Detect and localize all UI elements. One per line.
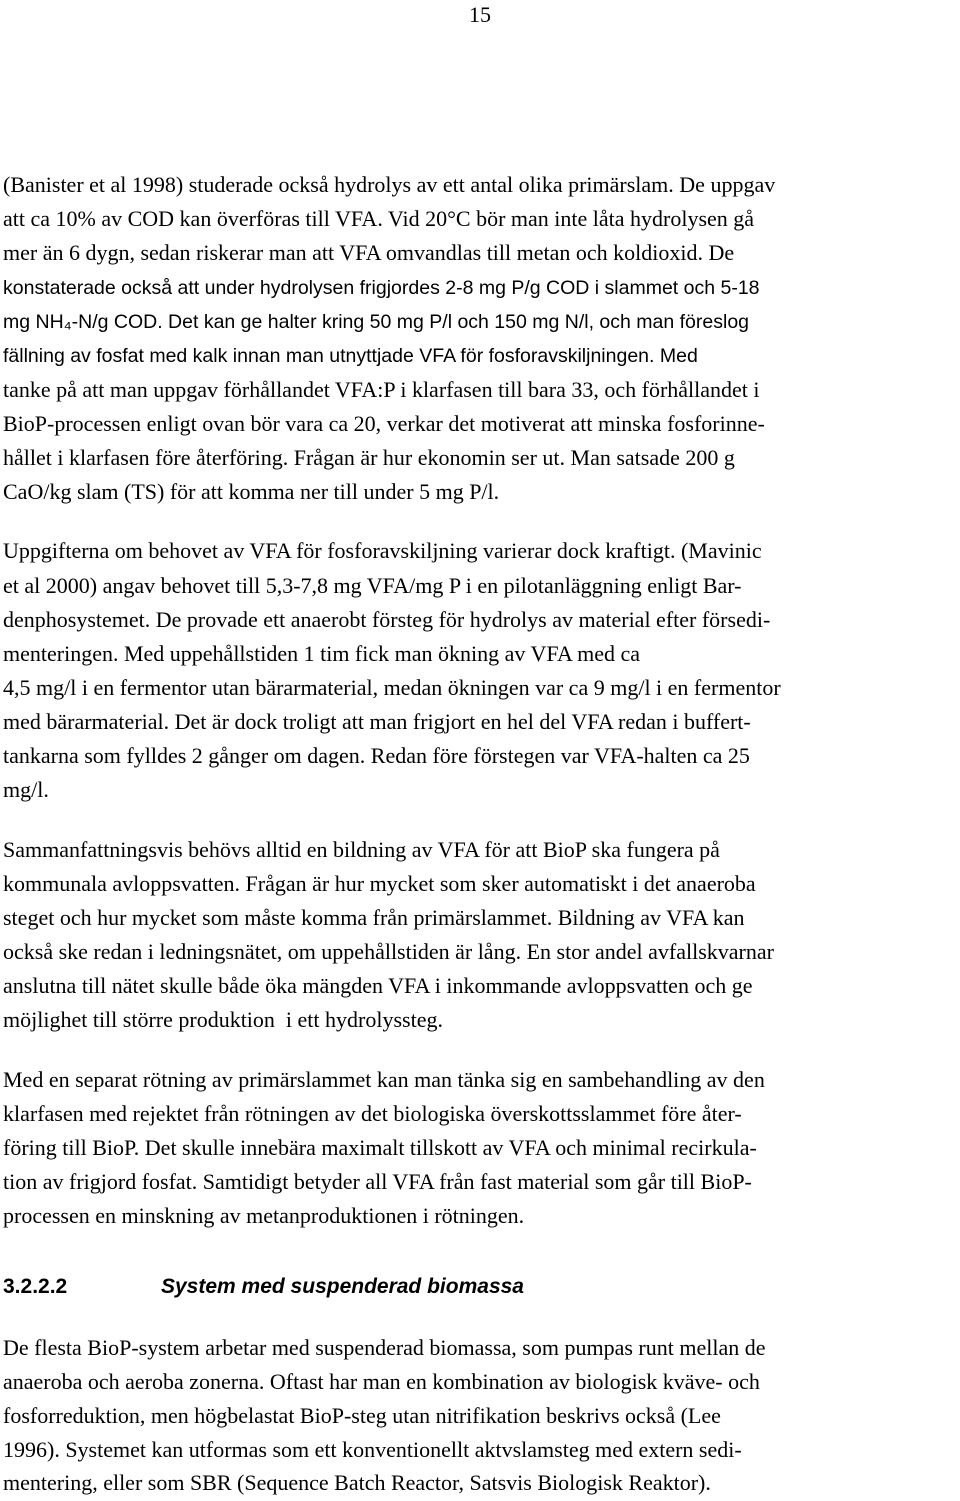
paragraph-line: också ske redan i ledningsnätet, om uppehållstiden är lång. En stor andel avfallskvarnar [3,939,774,964]
paragraph-line: mer än 6 dygn, sedan riskerar man att VFA omvandlas till metan och koldioxid. De [3,240,735,265]
paragraph-line: menteringen. Med uppehållstiden 1 tim fick man ökning av VFA med ca [3,641,641,666]
section-number: 3.2.2.2 [3,1275,68,1298]
paragraph-line: mg/l. [3,777,49,802]
paragraph-line: anslutna till nätet skulle både öka mängden VFA i inkommande avloppsvatten och ge [3,973,753,998]
section-title: System med suspenderad biomassa [161,1275,524,1298]
paragraph-line: med bärarmaterial. Det är dock troligt att man frigjort en hel del VFA redan i buffert- [3,709,751,734]
paragraph-line: et al 2000) angav behovet till 5,3-7,8 mg VFA/mg P i en pilotanläggning enligt Bar- [3,573,742,598]
paragraph-line: 4,5 mg/l i en fermentor utan bärarmaterial, medan ökningen var ca 9 mg/l i en fermentor [3,675,781,700]
paragraph-line: Uppgifterna om behovet av VFA för fosforavskiljning varierar dock kraftigt. (Mavinic [3,538,762,563]
paragraph-line: anaeroba och aeroba zonerna. Oftast har man en kombination av biologisk kväve- och [3,1369,760,1394]
paragraph-line: BioP-processen enligt ovan bör vara ca 20, verkar det motiverat att minska fosforinne- [3,411,765,436]
paragraph-line: Sammanfattningsvis behövs alltid en bildning av VFA för att BioP ska fungera på [3,837,720,862]
paragraph-line: Med en separat rötning av primärslammet kan man tänka sig en sambehandling av den [3,1067,765,1092]
section-heading [3,1271,524,1303]
paragraph-line: 1996). Systemet kan utformas som ett konventionellt aktvslamsteg med extern sedi- [3,1437,742,1462]
paragraph-line: att ca 10% av COD kan överföras till VFA. Vid 20°C bör man inte låta hydrolysen gå [3,206,755,231]
paragraph-line: tion av frigjord fosfat. Samtidigt betyder all VFA från fast material som går till BioP- [3,1169,752,1194]
paragraph-line: föring till BioP. Det skulle innebära maximalt tillskott av VFA och minimal recirkula- [3,1135,757,1160]
paragraph-line: steget och hur mycket som måste komma från primärslammet. Bildning av VFA kan [3,905,745,930]
paragraph-line: De flesta BioP-system arbetar med suspenderad biomassa, som pumpas runt mellan de [3,1335,766,1360]
paragraph-line: CaO/kg slam (TS) för att komma ner till under 5 mg P/l. [3,479,500,504]
paragraph-line: mentering, eller som SBR (Sequence Batch Reactor, Satsvis Biologisk Reaktor). [3,1470,711,1495]
paragraph-line: hållet i klarfasen före återföring. Frågan är hur ekonomin ser ut. Man satsade 200 g [3,445,735,470]
paragraph-line: denphosystemet. De provade ett anaerobt försteg för hydrolys av material efter försedi- [3,607,771,632]
paragraph-line: (Banister et al 1998) studerade också hydrolys av ett antal olika primärslam. De uppgav [3,172,776,197]
page-number: 15 [469,2,491,27]
paragraph-line: möjlighet till större produktion i ett hydrolyssteg. [3,1007,443,1032]
paragraph-line: processen en minskning av metanproduktionen i rötningen. [3,1203,525,1228]
paragraph-line: fällning av fosfat med kalk innan man utnyttjade VFA för fosforavskiljningen. Med [3,345,698,367]
paragraph-line: tankarna som fylldes 2 gånger om dagen. Redan före förstegen var VFA-halten ca 25 [3,743,750,768]
paragraph-line: klarfasen med rejektet från rötningen av det biologiska överskottsslammet före åter- [3,1101,742,1126]
paragraph-line: konstaterade också att under hydrolysen frigjordes 2-8 mg P/g COD i slammet och 5-18 [3,277,760,299]
paragraph-line: fosforreduktion, men högbelastat BioP-steg utan nitrifikation beskrivs också (Lee [3,1403,721,1428]
paragraph-line: kommunala avloppsvatten. Frågan är hur mycket som sker automatiskt i det anaeroba [3,871,756,896]
paragraph-line: mg NH₄-N/g COD. Det kan ge halter kring 50 mg P/l och 150 mg N/l, och man föreslog [3,311,750,333]
paragraph-line: tanke på att man uppgav förhållandet VFA:P i klarfasen till bara 33, och förhållandet i [3,377,760,402]
